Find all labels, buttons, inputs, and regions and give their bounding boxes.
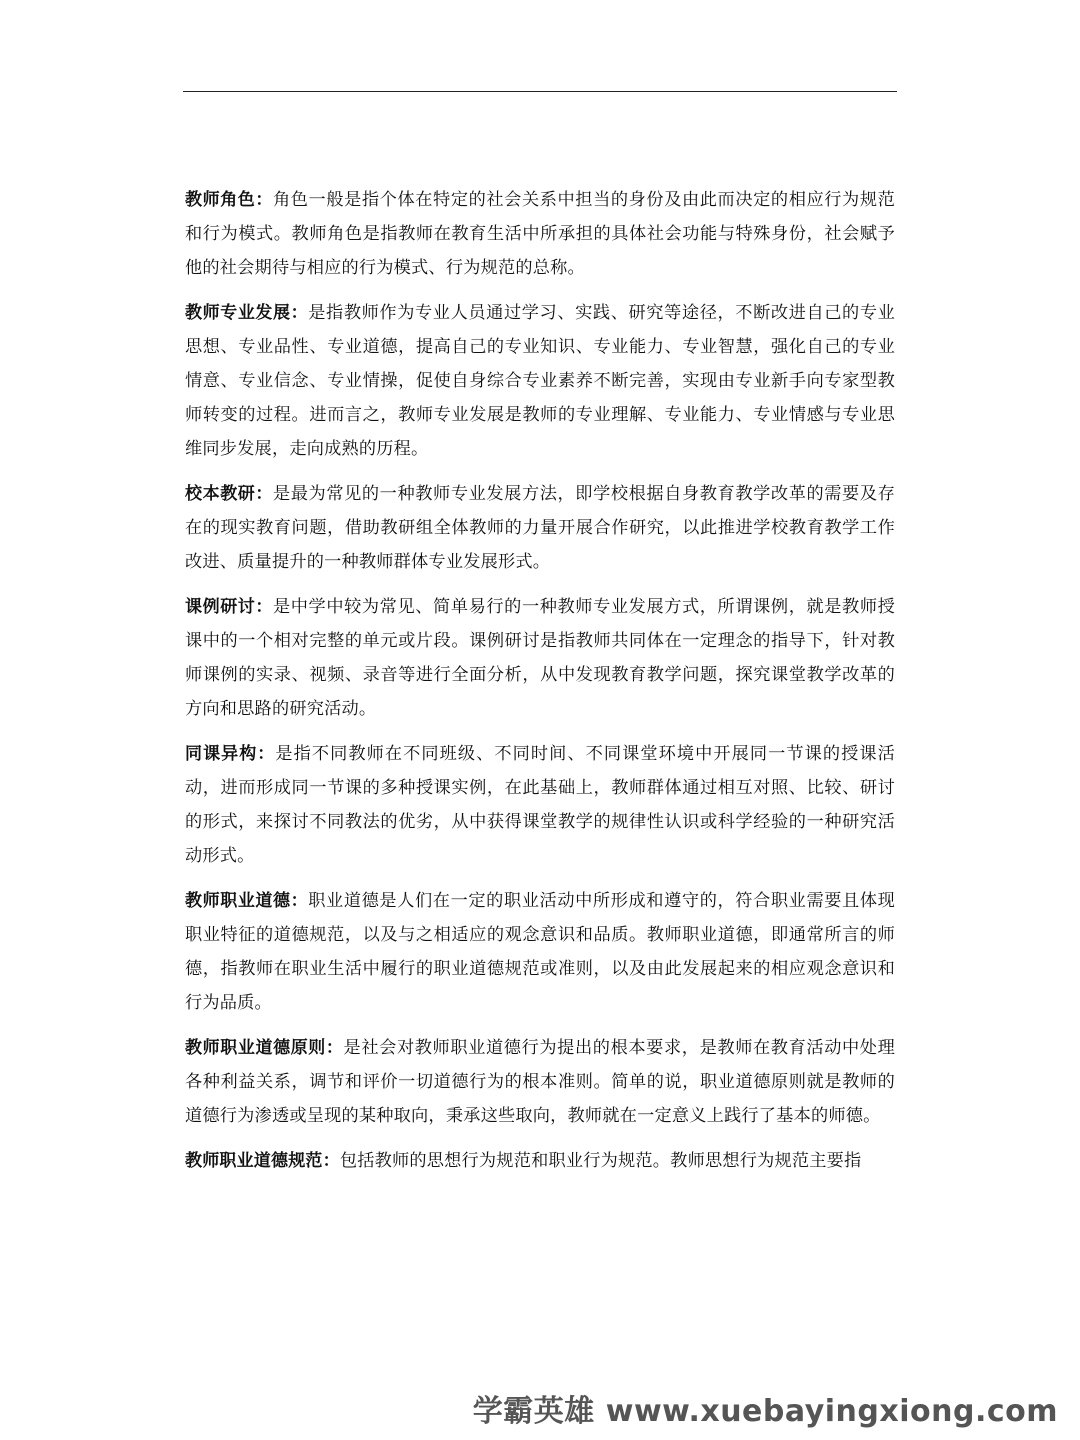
- definition-text: 是中学中较为常见、简单易行的一种教师专业发展方式，所谓课例，就是教师授课中的一个相对完整的单元或片段。课例研讨是指教师共同体在一定理念的指导下，针对教师课例的实录、视频、录音等进行全面分析，从中发现教育教学问题，探究课堂教学改革的方向和思路的研究活动。: [185, 597, 895, 719]
- definition-paragraph: [185, 884, 895, 1020]
- header-rule: [183, 91, 897, 92]
- definition-text: 是最为常见的一种教师专业发展方法，即学校根据自身教育教学改革的需要及存在的现实教育问题，借助教研组全体教师的力量开展合作研究，以此推进学校教育教学工作改进、质量提升的一种教师群体专业发展形式。: [185, 484, 895, 572]
- document-body: [185, 183, 895, 1189]
- definition-text: 是指教师作为专业人员通过学习、实践、研究等途径，不断改进自己的专业思想、专业品性、专业道德，提高自己的专业知识、专业能力、专业智慧，强化自己的专业情意、专业信念、专业情操，促使自身综合专业素养不断完善，实现由专业新手向专家型教师转变的过程。进而言之，教师专业发展是教师的专业理解、专业能力、专业情感与专业思维同步发展，走向成熟的历程。: [185, 303, 896, 459]
- definition-paragraph: [185, 183, 895, 285]
- definition-term: 教师职业道德规范：: [185, 1151, 340, 1171]
- definition-text: 是指不同教师在不同班级、不同时间、不同课堂环境中开展同一节课的授课活动，进而形成同一节课的多种授课实例，在此基础上，教师群体通过相互对照、比较、研讨的形式，来探讨不同教法的优劣，从中获得课堂教学的规律性认识或科学经验的一种研究活动形式。: [185, 744, 896, 866]
- definition-paragraph: [185, 1144, 895, 1178]
- site-watermark: 学霸英雄 www.xuebayingxiong.com: [472, 1394, 1058, 1429]
- definition-text: 包括教师的思想行为规范和职业行为规范。教师思想行为规范主要指: [339, 1151, 862, 1171]
- definition-term: 课例研讨：: [185, 597, 273, 617]
- definition-text: 是社会对教师职业道德行为提出的根本要求，是教师在教育活动中处理各种利益关系，调节和评价一切道德行为的根本准则。简单的说，职业道德原则就是教师的道德行为渗透或呈现的某种取向，秉承这些取向，教师就在一定意义上践行了基本的师德。: [185, 1038, 896, 1126]
- definition-text: 角色一般是指个体在特定的社会关系中担当的身份及由此而决定的相应行为规范和行为模式。教师角色是指教师在教育生活中所承担的具体社会功能与特殊身份，社会赋予他的社会期待与相应的行为模式、行为规范的总称。: [185, 190, 895, 278]
- definition-paragraph: [185, 590, 895, 726]
- definition-term: 教师职业道德原则：: [185, 1038, 344, 1058]
- definition-term: 教师职业道德：: [185, 891, 309, 911]
- definition-term: 同课异构：: [185, 744, 276, 764]
- definition-paragraph: [185, 477, 895, 579]
- definition-text: 职业道德是人们在一定的职业活动中所形成和遵守的，符合职业需要且体现职业特征的道德规范，以及与之相适应的观念意识和品质。教师职业道德，即通常所言的师德，指教师在职业生活中履行的职业道德规范或准则，以及由此发展起来的相应观念意识和行为品质。: [185, 891, 896, 1013]
- definition-paragraph: [185, 296, 895, 466]
- definition-paragraph: [185, 1031, 895, 1133]
- definition-term: 教师角色：: [185, 190, 273, 210]
- definition-term: 校本教研：: [185, 484, 273, 504]
- definition-term: 教师专业发展：: [185, 303, 309, 323]
- definition-paragraph: [185, 737, 895, 873]
